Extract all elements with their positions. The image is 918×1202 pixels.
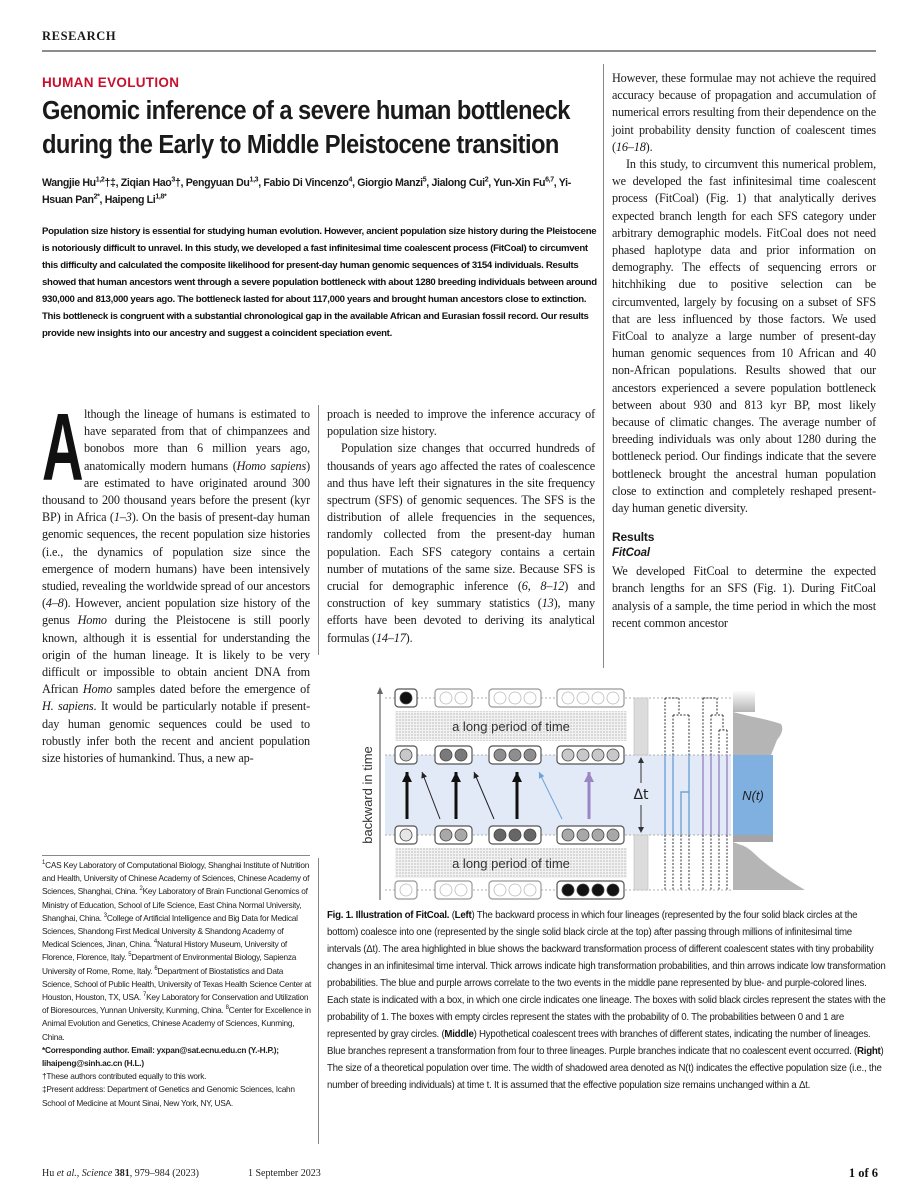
long-period-label: a long period of time: [452, 719, 570, 734]
lineage-circle: [400, 749, 412, 761]
population-profile-fade: [733, 690, 755, 712]
affiliation-text: Department of Environmental Biology, Sapienza University of Rome, Rome, Italy.: [42, 952, 297, 976]
column-divider: [603, 64, 604, 668]
body-column-1: [42, 394, 310, 810]
lineage-circle: [562, 829, 574, 841]
author-affiliation-marker: 2*: [93, 193, 100, 201]
present-address-note: ‡Present address: Department of Genetics and Genomic Sciences, Icahn School of Medicine at Mount Sinai, New York, NY, USA.: [42, 1084, 295, 1108]
caption-text: The backward process in which four lineages (represented by the four solid black circles at the bottom) coalesce into one (represented by the single solid black circle at the top) after passing through millions of infinitesimal time intervals (Δt). The area highlighted in blue shows the backward transformation process of different coalescent states with tiny probability changes in an infinitesimal time interval. Thick arrows indicate high transformation probabilities, and thin arrows indicate low transformation probabilities. The blue and purple arrows correlate to the two events in the middle pane represented by blue- and purple-colored lines. Each state is indicated with a box, in which one circle indicates one lineage. The boxes with solid black circles represent the states with the probability of 1. The boxes with empty circles represent the states with the probability of 0. The probabilities between 0 and 1 are represented by gray circles.: [327, 910, 886, 1040]
lineage-circle: [592, 692, 604, 704]
author[interactable]: Jialong Cui$^2$: [431, 176, 489, 189]
lineage-circle: [455, 884, 467, 896]
author-affiliation-marker: 1,8*: [155, 193, 167, 201]
page-number: 1 of 6: [848, 1166, 878, 1180]
lineage-circle: [524, 749, 536, 761]
affiliation-number: 5: [128, 952, 132, 959]
italic-term: Homo: [82, 682, 113, 697]
lineage-circle: [400, 829, 412, 841]
citation-link[interactable]: 14–17: [375, 630, 406, 645]
author-affiliation-marker: 3: [171, 176, 175, 184]
lineage-circle: [440, 884, 452, 896]
column-divider: [318, 405, 319, 655]
drop-cap: [42, 394, 84, 501]
affiliation-number: 1: [42, 860, 46, 867]
lineage-circle: [592, 884, 604, 896]
body-column-3: [612, 70, 876, 670]
population-profile-lower: [733, 842, 805, 890]
footer-citation: [42, 1168, 199, 1179]
figure-caption: Fig. 1. Illustration of FitCoal. (Left) The backward process in which four lineages (represented by the four solid black circles at the bottom) coalesce into one (represented by the single solid black circle at the top) after passing through millions of infinitesimal time intervals (Δt). The area highlighted in blue shows the backward transformation process of different coalescent states with tiny probability changes in an infinitesimal time interval. Thick arrows indicate high transformation probabilities, and thin arrows indicate low transformation probabilities. The blue and purple arrows correlate to the two events in the middle pane represented by blue- and purple-colored lines. Each state is indicated with a box, in which one circle indicates one lineage. The boxes with solid black circles represent the states with the probability of 1. The boxes with empty circles represent the states with the probability of 0. The probabilities between 0 and 1 are represented by gray circles. (Middle) Hypothetical coalescent trees with branches of different states, indicating the number of lineages. Blue branches represent a transformation from four to three lineages. Purple branches indicate that no coalescent event occurred. (Right) The size of a theoretical population over time. The width of shadowed area denoted as N(t) indicates the effective population size (i.e., the number of breeding individuals) at time t. It is assumed that the effective population size remains unchanged within a Δt.: [327, 910, 886, 1091]
lineage-circle: [509, 829, 521, 841]
affiliations-rule: [42, 855, 310, 856]
lineage-circle: [592, 749, 604, 761]
interval-bar: [634, 698, 648, 755]
author-affiliation-marker: 1,2: [95, 176, 105, 184]
footer-pages: , 979–984 (2023): [129, 1168, 199, 1179]
author-list: Wangjie Hu$^{1,2}$†‡, Ziqian Hao$^3$†, Pengyuan Du$^{1,3}$, Fabio Di Vincenzo$^4$, Giorgio Manzi$^5$, Jialong Cui$^2$, Yun-Xin Fu$^{6,7}$, Yi-Hsuan Pan$^{2*}$, Haipeng $Li^{1,8*}$: [42, 176, 571, 206]
author-affiliation-marker: 5: [422, 176, 427, 184]
citation-link[interactable]: 1–3: [113, 510, 132, 525]
author[interactable]: Ziqian Hao$^3$†: [120, 176, 181, 189]
lineage-circle: [440, 829, 452, 841]
paragraph: [612, 70, 876, 156]
text-run: Population size changes that occurred hundreds of thousands of years ago affected the rates of coalescence and thus have left their signatures in the site frequency spectrum (SFS) of genomic sequences. The SFS is the distribution of allele frequencies in the sequences, randomly collected from the present-day human population. Each SFS category contains a certain number of mutations of the same size. Because SFS is crucial for demographic inference (: [327, 441, 595, 594]
author-note-marker: †‡: [104, 177, 116, 189]
affiliation-number: 2: [139, 886, 143, 893]
text-run: ), many efforts have been devoted to deriving its analytical formulas (: [327, 596, 595, 645]
affiliation-number: 8: [225, 1005, 229, 1012]
author[interactable]: Yun-Xin Fu$^{6,7}$: [493, 176, 554, 189]
highlight-band: [385, 755, 731, 835]
author-affiliation-marker: 6,7: [545, 176, 554, 184]
lineage-circle: [440, 749, 452, 761]
header-rule: [42, 50, 876, 52]
affiliation-text: Natural History Museum, University of Florence, Florence, Italy.: [42, 939, 287, 963]
citation-link[interactable]: 16–18: [615, 139, 646, 154]
lineage-circle: [577, 884, 589, 896]
time-axis-arrowhead: [377, 687, 383, 694]
affiliation-number: 3: [103, 913, 107, 920]
lineage-circle: [607, 692, 619, 704]
article-kicker: HUMAN EVOLUTION: [42, 75, 180, 90]
author-note-marker: †: [174, 177, 181, 189]
equal-contribution-note: †These authors contributed equally to this work.: [42, 1071, 207, 1082]
abstract: Population size history is essential for studying human evolution. However, ancient population size history during the Pleistocene is notoriously difficult to unravel. In this study, we developed a fast infinitesimal time coalescent process (FitCoal) to circumvent this difficulty and calculated the composite likelihood for present-day human genomic sequences of 3154 individuals. Results showed that human ancestors went through a severe population bottleneck with about 1280 breeding individuals between around 930,000 and 813,000 years ago. The bottleneck lasted for about 117,000 years and brought human ancestors close to extinction. This bottleneck is congruent with a substantial chronological gap in the available African and Eurasian fossil record. Our results provide new insights into our ancestry and suggest a coincident speciation event.: [42, 226, 597, 339]
paragraph: [42, 394, 310, 767]
affiliation-text: Key Laboratory of Brain Functional Genomics of Ministry of Education, School of Life Science, East China Normal University, Shanghai, China.: [42, 886, 308, 923]
long-period-label: a long period of time: [452, 856, 570, 871]
citation-link[interactable]: 13: [541, 596, 554, 611]
footer-sep: ,: [76, 1168, 82, 1179]
section-heading: Results: [612, 530, 655, 545]
lineage-circle: [494, 692, 506, 704]
lineage-circle: [607, 829, 619, 841]
caption-text: The size of a theoretical population over time. The width of shadowed area denoted as N(t) indicates the effective population size (i.e., the number of breeding individuals) at time t. It is assumed that the effective population size remains unchanged within a Δt.: [327, 1063, 882, 1091]
italic-term: Homo sapiens: [236, 458, 307, 473]
lineage-circle: [400, 692, 412, 704]
affiliation-number: 4: [153, 939, 157, 946]
lineage-circle: [577, 749, 589, 761]
lineage-circle: [509, 884, 521, 896]
lineage-circle: [562, 749, 574, 761]
section-label: RESEARCH: [42, 29, 117, 43]
affiliation-number: 6: [154, 965, 158, 972]
caption-tag-middle: Middle: [444, 1029, 474, 1040]
text-run: ) and construction of key summary statistics (: [327, 579, 596, 611]
lineage-circle: [509, 749, 521, 761]
affiliations: [42, 859, 312, 1110]
interval-bar: [634, 835, 648, 890]
lineage-circle: [494, 829, 506, 841]
figure-1: [327, 680, 907, 902]
author-affiliation-marker: 2: [484, 176, 489, 184]
author-affiliation-marker: 4: [348, 176, 353, 184]
lineage-circle: [494, 884, 506, 896]
author[interactable]: Pengyuan Du$^{1,3}$: [185, 176, 259, 189]
author[interactable]: Fabio Di Vincenzo$^4$: [263, 176, 353, 189]
affiliation-number: 7: [143, 992, 147, 999]
text-run: . It would be particularly notable if present-day human genomic sequences could be used to robustly infer both the recent and ancient population size histories of humankind. Thus, a new ap-: [42, 699, 310, 766]
text-run: samples dated before the emergence of: [112, 682, 310, 697]
author[interactable]: Yi-Hsuan Pan$^{2*}$: [42, 177, 571, 206]
text-run: ).: [405, 630, 413, 645]
population-profile-step: [733, 835, 773, 842]
lineage-circle: [494, 749, 506, 761]
text-run: ).: [645, 139, 653, 154]
lineage-circle: [562, 692, 574, 704]
affiliation-text: College of Artificial Intelligence and Big Data for Medical Sciences, Shandong First Medical University & Shandong Academy of Medical Sciences, Jinan, China.: [42, 912, 298, 950]
lineage-circle: [400, 884, 412, 896]
lineage-circle: [455, 829, 467, 841]
affiliation-text: Center for Excellence in Animal Evolution and Genetics, Chinese Academy of Sciences, Kunming, China.: [42, 1005, 311, 1042]
lineage-circle: [592, 829, 604, 841]
text-run: ). On the basis of present-day human genomic sequences, the recent population size histories (i.e., the dynamics of population size since the emergence of modern humans) have been intensively studied, revealing the worldwide spread of our ancestors (: [42, 510, 310, 611]
affiliation-list: [42, 860, 311, 1042]
lineage-circle: [607, 884, 619, 896]
affiliation-text: Key Laboratory for Conservation and Utilization of Bioresources, Yunnan University, Kunming, China.: [42, 992, 309, 1016]
affiliation-text: CAS Key Laboratory of Computational Biology, Shanghai Institute of Nutrition and Health, University of Chinese Academy of Sciences, Chinese Academy of Sciences, Shanghai, China.: [42, 860, 310, 897]
italic-term: H. sapiens: [42, 699, 94, 714]
column-divider: [318, 858, 319, 1144]
affiliation-text: Department of Biostatistics and Data Science, School of Public Health, University of Texas Health Science Center at Houston, Houston, TX, USA.: [42, 965, 312, 1003]
population-profile-upper: [733, 712, 782, 755]
paragraph: proach is needed to improve the inference accuracy of population size history.: [327, 407, 595, 439]
caption-tag-right: Right: [857, 1046, 881, 1057]
caption-text: Hypothetical coalescent trees with branches of different states, indicating the number of lineages. Blue branches represent a transformation from four to three lineages. Purple branches indicate that no coalescent event occurred.: [327, 1029, 871, 1057]
lineage-circle: [455, 749, 467, 761]
lineage-circle: [524, 692, 536, 704]
author[interactable]: Haipeng $Li^{1,8*}$: [104, 193, 167, 206]
article-title: Genomic inference of a severe human bottleneck during the Early to Middle Pleistocene transition: [42, 97, 570, 159]
time-axis-label: backward in time: [360, 746, 375, 844]
lineage-circle: [440, 692, 452, 704]
footer-volume: 381: [112, 1168, 130, 1179]
paragraph: [327, 440, 595, 646]
footer-date: 1 September 2023: [248, 1168, 321, 1179]
lineage-circle: [577, 692, 589, 704]
lineage-circle: [607, 749, 619, 761]
paragraph: In this study, to circumvent this numerical problem, we developed the fast infinitesimal time coalescent process (FitCoal) (Fig. 1) that analytically derives expected branch length for each SFS category under arbitrary demographic models. FitCoal does not need phased haplotype data and prior information on demography. The effects of sequencing errors or hitchhiking due to positive selection can be circumvented, largely by focusing on a subset of SFS that are less influenced by those factors. We used FitCoal to analyze a large number of present-day human genomic sequences from 10 African and 40 non-African populations. Results showed that our ancestors experienced a severe population bottleneck between about 930 and 813 kyr BP, most likely because of climatic changes. The average number of breeding individuals was only about 1280 during the bottleneck period. Our findings indicate that the severe bottleneck brought the ancestral human population close to extinction and completely reshaped present-day human genetic diversity.: [612, 157, 876, 516]
lineage-circle: [524, 884, 536, 896]
text-run: ). However, ancient population size history of the genus: [42, 596, 310, 628]
drop-cap-letter: A: [42, 394, 84, 501]
text-run: lthough the lineage of humans is estimated to have separated from that of chimpanzees and bonobos more than 6 million years ago, anatomically modern humans (: [84, 407, 310, 473]
lineage-circle: [562, 884, 574, 896]
caption-tag-left: Left: [454, 910, 472, 921]
italic-term: Homo: [77, 613, 107, 628]
text-run: ) are estimated to have originated around 300 thousand to 200 thousand years before the present (kyr BP) in Africa (: [42, 458, 310, 525]
fitcoal-illustration: [327, 680, 907, 902]
delta-t-label: Δt: [633, 787, 649, 803]
population-size-label: N(t): [742, 788, 764, 803]
lineage-circle: [509, 692, 521, 704]
author[interactable]: Wangjie Hu$^{1,2}$†‡: [42, 176, 116, 189]
lineage-circle: [455, 692, 467, 704]
paragraph: We developed FitCoal to determine the expected branch lengths for an SFS (Fig. 1). During FitCoal analysis of a sample, the time period in which the most recent common ancestor: [612, 564, 876, 630]
corresponding-author: *Corresponding author. Email: yxpan@sat.ecnu.edu.cn (Y.-H.P.); lihaipeng@sinh.ac.cn (H.L.): [42, 1044, 279, 1069]
footer-author: Hu: [42, 1168, 57, 1179]
citation-link[interactable]: 6, 8–12: [521, 579, 565, 594]
body-column-2: [327, 406, 595, 654]
caption-label: Fig. 1. Illustration of FitCoal.: [327, 910, 450, 921]
subsection-heading: FitCoal: [612, 547, 650, 560]
author-affiliation-marker: 1,3: [249, 176, 259, 184]
text-run: However, these formulae may not achieve the required accuracy because of propagation and accumulation of numerical errors resulting from their dependence on the joint probability density function of coalescent times (: [612, 71, 876, 154]
footer-journal: Science: [81, 1168, 113, 1179]
text-run: during the Pleistocene is still poorly known, although it is essential for understanding the origin of the human lineage. It is likely to be very difficult or impossible to obtain ancient DNA from African: [42, 613, 310, 697]
lineage-circle: [577, 829, 589, 841]
footer-etal: et al.: [56, 1168, 77, 1179]
lineage-circle: [524, 829, 536, 841]
citation-link[interactable]: 4–8: [45, 596, 64, 611]
author[interactable]: Giorgio Manzi$^5$: [357, 176, 427, 189]
